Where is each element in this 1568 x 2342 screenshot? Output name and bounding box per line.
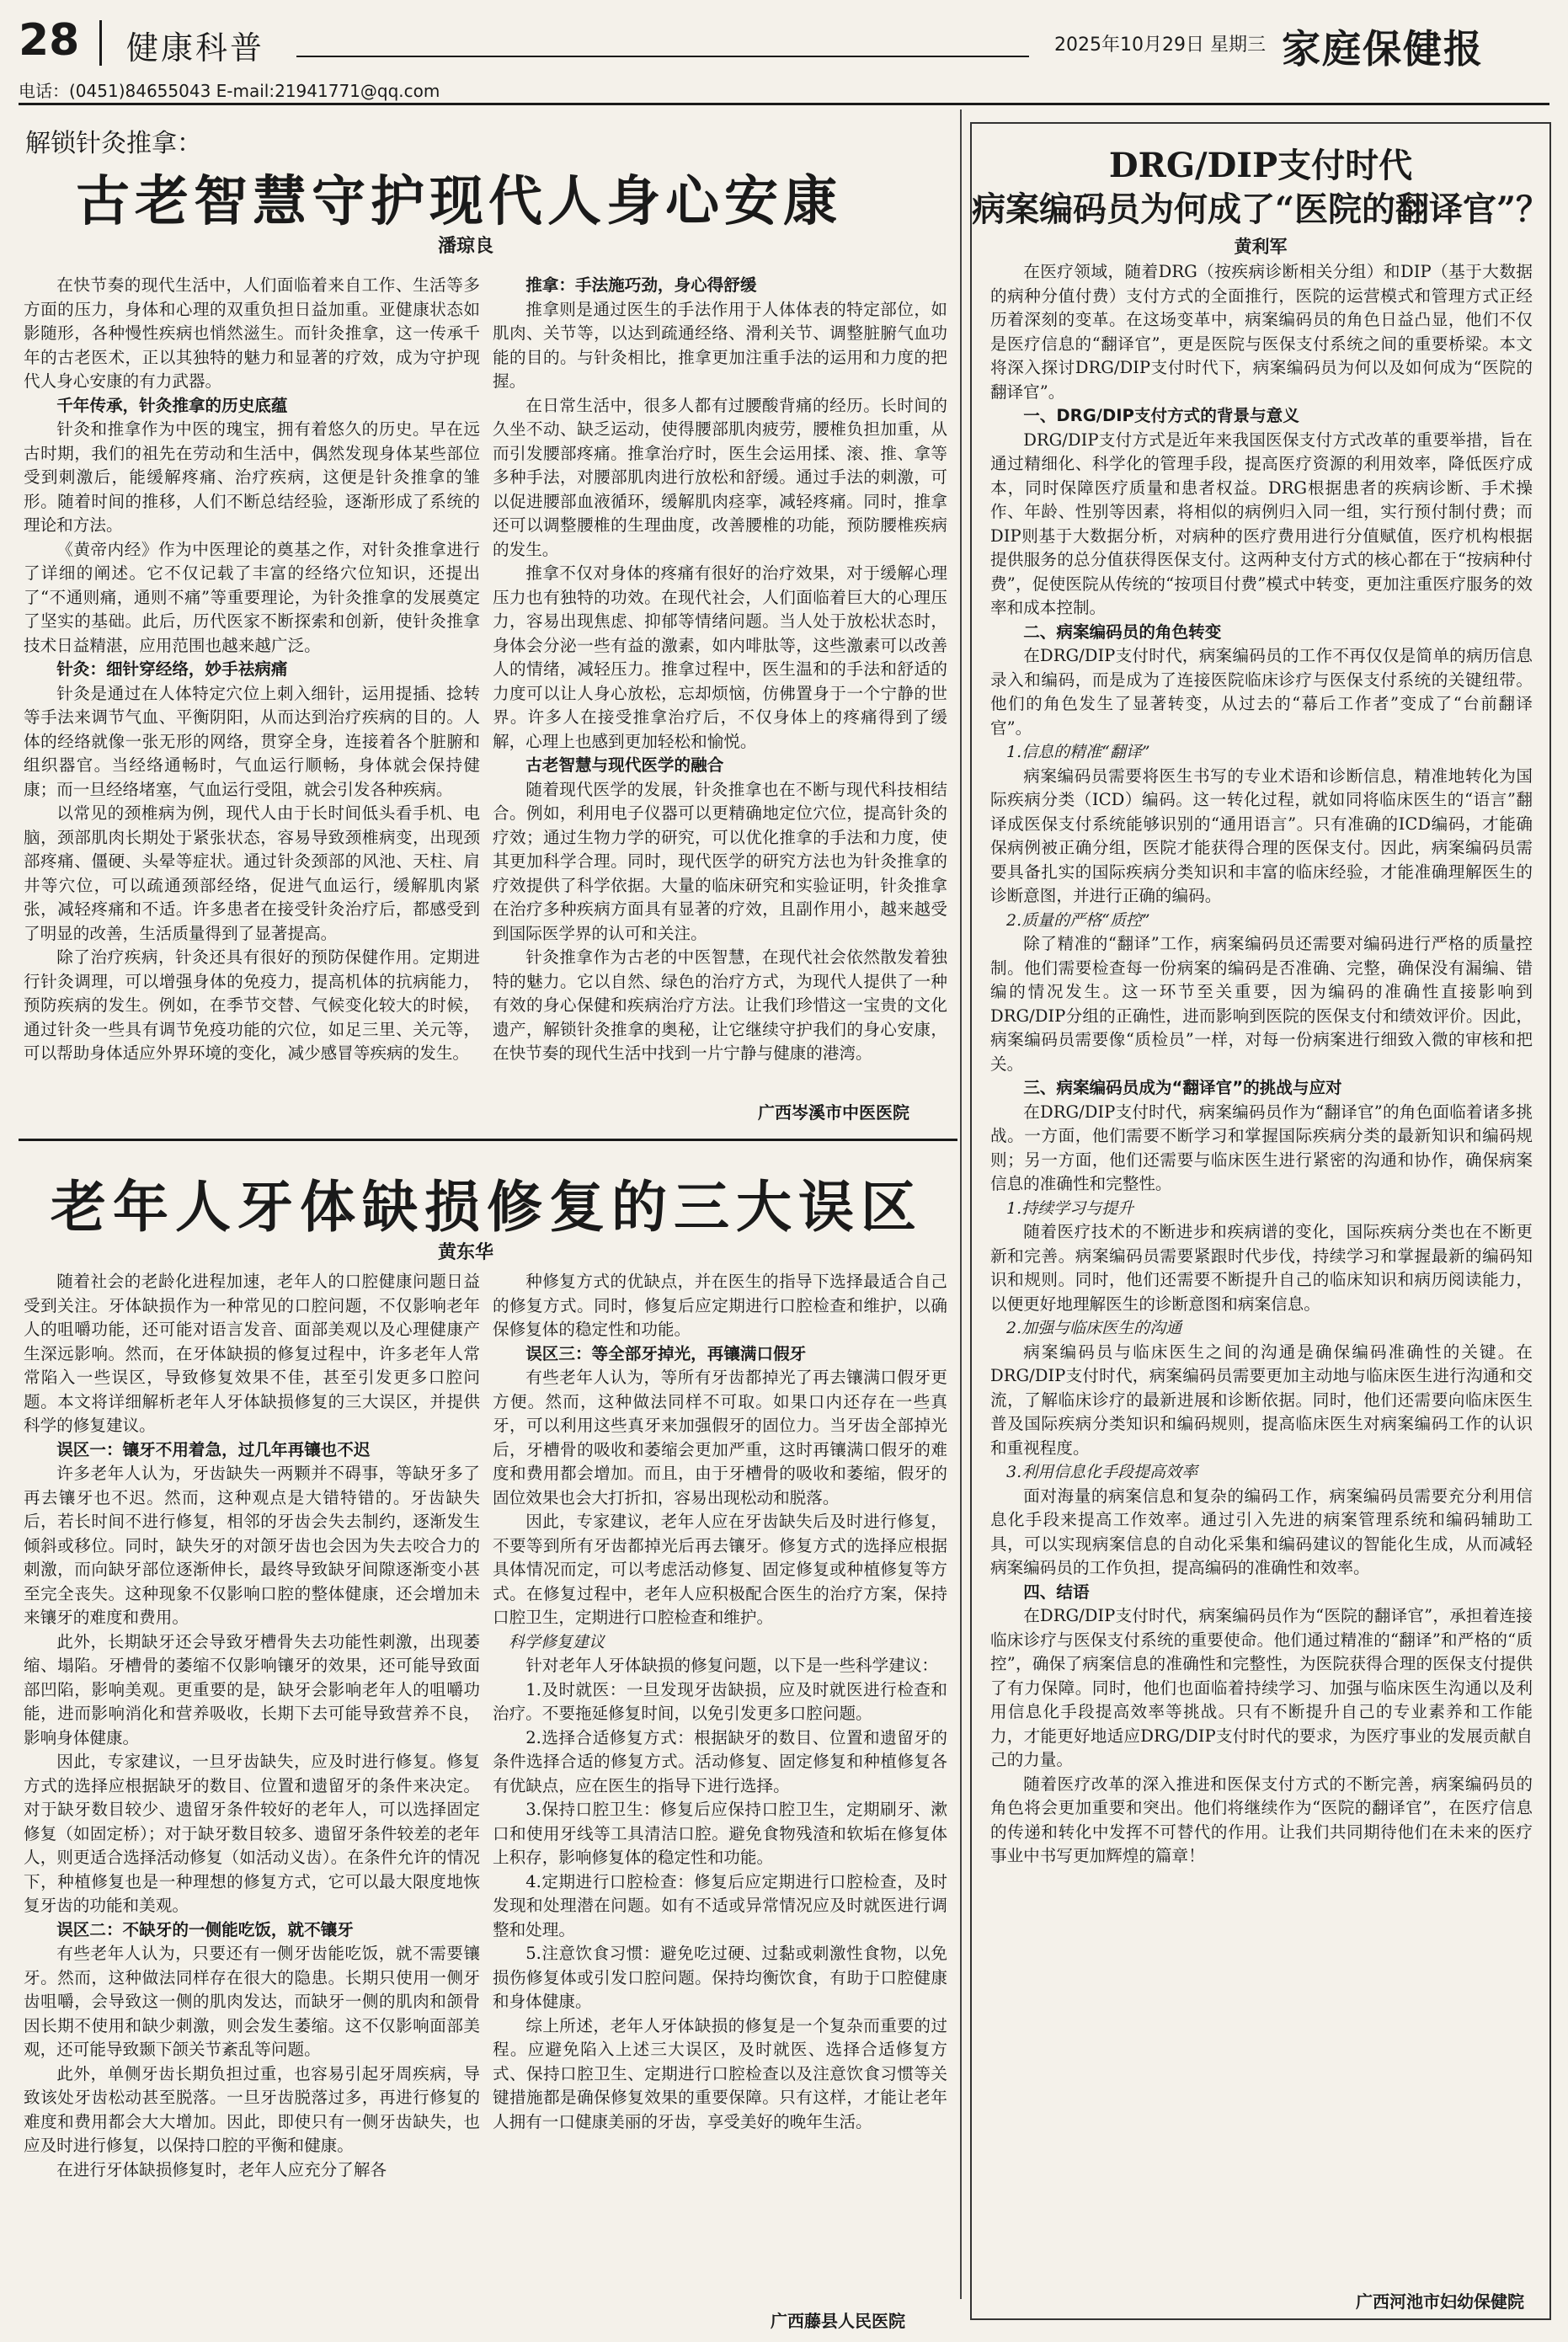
paragraph: 在医疗领域，随着DRG（按疾病诊断相关分组）和DIP（基于大数据的病种分值付费）支付方式的全面推行，医院的运营模式和管理方式正经历着深刻的变革。在这场变革中，病案编码员的角色日益凸显，他们不仅是医疗信息的“翻译官”，更是医院与医保支付系统之间的重要桥梁。本文将深入探讨DRG/DIP支付时代下，病案编码员为何以及如何成为“医院的翻译官”。 [990, 262, 1533, 402]
paragraph: 因此，专家建议，一旦牙齿缺失，应及时进行修复。修复方式的选择应根据缺牙的数目、位置和遗留牙的条件来决定。对于缺牙数目较少、遗留牙条件较好的老年人，可以选择固定修复（如固定桥）；对于缺牙数目较多、遗留牙条件较差的老年人，则更适合选择活动修复（如活动义齿）。在条件允许的情况下，种植修复也是一种理想的修复方式，它可以最大限度地恢复牙齿的功能和美观。 [24, 1752, 480, 1915]
article3-author: 黄利军 [1234, 237, 1288, 257]
paragraph: 4.定期进行口腔检查：修复后应定期进行口腔检查，及时发现和处理潜在问题。如有不适或异常情况应及时就医进行调整和处理。 [493, 1871, 947, 1939]
subheading: 误区二：不缺牙的一侧能吃饭，就不镶牙 [56, 1919, 354, 1939]
subheading: 误区三：等全部牙掉光，再镶满口假牙 [525, 1343, 807, 1363]
paragraph: 在日常生活中，很多人都有过腰酸背痛的经历。长时间的久坐不动、缺乏运动，使得腰部肌肉疲劳，腰椎负担加重，从而引发腰部疼痛。推拿治疗时，医生会运用揉、滚、推、拿等多种手法，对腰部肌肉进行放松和舒缓。通过手法的刺激，可以促进腰部血液循环，缓解肌肉痉挛，减轻疼痛。同时，推拿还可以调整腰椎的生理曲度，改善腰椎的功能，预防腰椎疾病的发生。 [493, 395, 947, 559]
subheading: 2.质量的严格“质控” [1006, 910, 1150, 930]
article1-author: 潘琼良 [438, 236, 494, 257]
article3-title-line1: DRG/DIP支付时代 [1108, 146, 1413, 185]
paragraph: 针灸和推拿作为中医的瑰宝，拥有着悠久的历史。早在远古时期，我们的祖先在劳动和生活中，偶然发现身体某些部位受到刺激后，能缓解疼痛、治疗疾病，这便是针灸推拿的雏形。随着时间的推移，人们不断总结经验，逐渐形成了系统的理论和方法。 [24, 419, 480, 535]
paragraph: 2.选择合适修复方式：根据缺牙的数目、位置和遗留牙的条件选择合适的修复方式。活动修复、固定修复和种植修复各有优缺点，应在医生的指导下进行选择。 [493, 1727, 947, 1795]
paragraph: 综上所述，老年人牙体缺损的修复是一个复杂而重要的过程。应避免陷入上述三大误区，及时就医、选择合适修复方式、保持口腔卫生、定期进行口腔检查以及注意饮食习惯等关键措施都是确保修复效果的重要保障。只有这样，才能让老年人拥有一口健康美丽的牙齿，享受美好的晚年生活。 [493, 2015, 947, 2131]
paragraph: 因此，专家建议，老年人应在牙齿缺失后及时进行修复，不要等到所有牙齿都掉光后再去镶牙。修复方式的选择应根据具体情况而定，可以考虑活动修复、固定修复或种植修复等方式。在修复过程中，老年人应积极配合医生的治疗方案，保持口腔卫生，定期进行口腔检查和维护。 [493, 1512, 947, 1627]
section-title: 健康科普 [126, 29, 265, 67]
subheading: 三、病案编码员成为“翻译官”的挑战与应对 [1023, 1078, 1342, 1097]
paragraph: 随着社会的老龄化进程加速，老年人的口腔健康问题日益受到关注。牙体缺损作为一种常见的口腔问题，不仅影响老年人的咀嚼功能，还可能对语言发音、面部美观以及心理健康产生深远影响。然而，在牙体缺损的修复过程中，许多老年人常常陷入一些误区，导致修复效果不佳，甚至引发更多口腔问题。本文将详细解析老年人牙体缺损修复的三大误区，并提供科学的修复建议。 [24, 1272, 480, 1435]
article2-column-1 [24, 1270, 480, 2335]
article1-title: 古老智慧守护现代人身心安康 [76, 170, 842, 233]
paragraph: 在DRG/DIP支付时代，病案编码员的工作不再仅仅是简单的病历信息录入和编码，而是成为了连接医院临床诊疗与医保支付系统的关键纽带。他们的角色发生了显著转变，从过去的“幕后工作者”变成了“台前翻译官”。 [990, 646, 1533, 738]
paragraph: 3.保持口腔卫生：修复后应保持口腔卫生，定期刷牙、漱口和使用牙线等工具清洁口腔。避免食物残渣和软垢在修复体上积存，影响修复体的稳定性和功能。 [493, 1800, 947, 1867]
paragraph: 随着现代医学的发展，针灸推拿也在不断与现代科技相结合。例如，利用电子仪器可以更精确地定位穴位，提高针灸的疗效；通过生物力学的研究，可以优化推拿的手法和力度，使其更加科学合理。同时，现代医学的研究方法也为针灸推拿的疗效提供了科学依据。大量的临床研究和实验证明，针灸推拿在治疗多种疾病方面具有显著的疗效，且副作用小，越来越受到国际医学界的认可和关注。 [493, 779, 947, 943]
paragraph: 面对海量的病案信息和复杂的编码工作，病案编码员需要充分利用信息化手段来提高工作效率。通过引入先进的病案管理系统和编码辅助工具，可以实现病案信息的自动化采集和编码建议的智能化生成，从而减轻病案编码员的工作负担，提高编码的准确性和效率。 [990, 1486, 1533, 1577]
article3-source: 广西河池市妇幼保健院 [1356, 2291, 1524, 2312]
paragraph: 随着医疗技术的不断进步和疾病谱的变化，国际疾病分类也在不断更新和完善。病案编码员需要紧跟时代步伐，持续学习和掌握最新的编码知识和规则。同时，他们还需要不断提升自己的临床知识和病历阅读能力，以便更好地理解医生的诊断意图和病案信息。 [990, 1222, 1533, 1314]
article3-box [970, 122, 1551, 2320]
subheading: 四、结语 [1023, 1582, 1090, 1602]
paragraph: 在快节奏的现代生活中，人们面临着来自工作、生活等多方面的压力，身体和心理的双重负担日益加重。亚健康状态如影随形，各种慢性疾病也悄然滋生。而针灸推拿，这一传承千年的古老医术，正以其独特的魅力和显著的疗效，成为守护现代人身心安康的有力武器。 [24, 275, 480, 391]
article1-column-2 [493, 274, 947, 1086]
subheading: 推拿：手法施巧劲，身心得舒缓 [525, 275, 757, 295]
article2-author: 黄东华 [438, 1242, 494, 1263]
paragraph: 有些老年人认为，等所有牙齿都掉光了再去镶满口假牙更方便。然而，这种做法同样不可取。如果口内还存在一些真牙，可以利用这些真牙来加强假牙的固位力。当牙齿全部掉光后，牙槽骨的吸收和萎缩会更加严重，这时再镶满口假牙的难度和费用都会增加。而且，由于牙槽骨的吸收和萎缩，假牙的固位效果也会大打折扣，容易出现松动和脱落。 [493, 1368, 947, 1507]
paragraph: 5.注意饮食习惯：避免吃过硬、过黏或刺激性食物，以免损伤修复体或引发口腔问题。保持均衡饮食，有助于口腔健康和身体健康。 [493, 1944, 947, 2011]
paragraph: 有些老年人认为，只要还有一侧牙齿能吃饭，就不需要镶牙。然而，这种做法同样存在很大的隐患。长期只使用一侧牙齿咀嚼，会导致这一侧的肌肉发达，而缺牙一侧的肌肉和颌骨因长期不使用和缺少刺激，则会发生萎缩。这不仅影响面部美观，还可能导致颞下颌关节紊乱等问题。 [24, 1944, 480, 2059]
paragraph: 病案编码员与临床医生之间的沟通是确保编码准确性的关键。在DRG/DIP支付时代，病案编码员需要更加主动地与临床医生进行沟通和交流，了解临床诊疗的最新进展和诊断依据。同时，他们还需要向临床医生普及国际疾病分类知识和编码规则，提高临床医生对病案编码工作的认识和重视程度。 [990, 1342, 1533, 1458]
article3-body [990, 260, 1533, 2269]
paragraph: DRG/DIP支付方式是近年来我国医保支付方式改革的重要举措，旨在通过精细化、科学化的管理手段，提高医疗资源的利用效率，降低医疗成本，同时保障医疗质量和患者权益。DRG根据患者的疾病诊断、手术操作、年龄、性别等因素，将相似的病例归入同一组，实行预付制付费；而DIP则基于大数据分析，对病种的医疗费用进行分值赋值，医疗机构根据提供服务的总分值获得医保支付。这两种支付方式的核心都在于“按病种付费”，促使医院从传统的“按项目付费”模式中转变，更加注重医疗服务的效率和成本控制。 [990, 429, 1533, 617]
paragraph: 许多老年人认为，牙齿缺失一两颗并不碍事，等缺牙多了再去镶牙也不迟。然而，这种观点是大错特错的。牙齿缺失后，若长时间不进行修复，相邻的牙齿会失去制约，逐渐发生倾斜或移位。同时，缺失牙的对颌牙齿也会因为失去咬合力的刺激，而向缺牙部位逐渐伸长，最终导致缺牙间隙逐渐变小甚至完全丧失。这种现象不仅影响口腔的整体健康，还会增加未来镶牙的难度和费用。 [24, 1464, 480, 1627]
paragraph: 此外，单侧牙齿长期负担过重，也容易引起牙周疾病，导致该处牙齿松动甚至脱落。一旦牙齿脱落过多，再进行修复的难度和费用都会大大增加。因此，即使只有一侧牙齿缺失，也应及时进行修复，以保持口腔的平衡和健康。 [24, 2063, 480, 2155]
subheading: 二、病案编码员的角色转变 [1023, 622, 1222, 642]
contact-info: 电话：(0451)84655043 E-mail:21941771@qq.com [19, 81, 440, 101]
paragraph: 针对老年人牙体缺损的修复问题，以下是一些科学建议： [525, 1656, 939, 1675]
masthead-rule [296, 56, 1029, 57]
paragraph: 推拿不仅对身体的疼痛有很好的治疗效果，对于缓解心理压力也有独特的功效。在现代社会，人们面临着巨大的心理压力，容易出现焦虑、抑郁等情绪问题。当人处于放松状态时，身体会分泌一些有益的激素，如内啡肽等，这些激素可以改善人的情绪，减轻压力。推拿过程中，医生温和的手法和舒适的力度可以让人身心放松，忘却烦恼，仿佛置身于一个宁静的世界。许多人在接受推拿治疗后，不仅身体上的疼痛得到了缓解，心理上也感到更加轻松和愉悦。 [493, 563, 947, 751]
article2-column-2 [493, 1270, 947, 2297]
paragraph: 在进行牙体缺损修复时，老年人应充分了解各 [56, 2159, 387, 2179]
top-rule [19, 103, 1549, 105]
article3-title-line2: 病案编码员为何成了“医院的翻译官”？ [972, 189, 1550, 229]
subheading: 针灸：细针穿经络，妙手祛病痛 [56, 659, 288, 679]
article1-column-1 [24, 274, 480, 1128]
paragraph: 除了治疗疾病，针灸还具有很好的预防保健作用。定期进行针灸调理，可以增强身体的免疫力，提高机体的抗病能力，预防疾病的发生。例如，在季节交替、气候变化较大的时候，通过针灸一些具有调节免疫功能的穴位，如足三里、关元等，可以帮助身体适应外界环境的变化，减少感冒等疾病的发生。 [24, 947, 480, 1063]
paragraph: 1.及时就医：一旦发现牙齿缺损，应及时就医进行检查和治疗。不要拖延修复时间，以免引发更多口腔问题。 [493, 1679, 947, 1723]
page-number: 28 [19, 15, 80, 66]
article1-kicker: 解锁针灸推拿： [25, 129, 202, 158]
subheading: 1.信息的精准“翻译” [1006, 743, 1150, 761]
masthead [19, 15, 1549, 74]
paragraph: 在DRG/DIP支付时代，病案编码员作为“翻译官”的角色面临着诸多挑战。一方面，他们需要不断学习和掌握国际疾病分类的最新知识和编码规则；另一方面，他们还需要与临床医生进行紧密的沟通和协作，确保病案信息的准确性和完整性。 [990, 1102, 1533, 1193]
column-divider [960, 109, 962, 2299]
paragraph: 以常见的颈椎病为例，现代人由于长时间低头看手机、电脑，颈部肌肉长期处于紧张状态，容易导致颈椎病变，出现颈部疼痛、僵硬、头晕等症状。通过针灸颈部的风池、天柱、肩井等穴位，可以疏通颈部经络，促进气血运行，缓解肌肉紧张，减轻疼痛和不适。许多患者在接受针灸治疗后，都感受到了明显的改善，生活质量得到了显著提高。 [24, 803, 480, 943]
paragraph: 病案编码员需要将医生书写的专业术语和诊断信息，精准地转化为国际疾病分类（ICD）编码。这一转化过程，就如同将临床医生的“语言”翻译成医保支付系统能够识别的“通用语言”。只有准确的ICD编码，才能确保病例被正确分组，医院才能获得合理的医保支付。因此，病案编码员需要具备扎实的国际疾病分类知识和丰富的临床经验，才能准确理解医生的诊断意图，并进行正确的编码。 [990, 766, 1533, 905]
subheading: 1.持续学习与提升 [1006, 1198, 1134, 1218]
paragraph: 推拿则是通过医生的手法作用于人体体表的特定部位，如肌肉、关节等，以达到疏通经络、滑利关节、调整脏腑气血功能的目的。与针灸相比，推拿更加注重手法的运用和力度的把握。 [493, 299, 947, 391]
issue-date: 2025年10月29日 星期三 [1054, 35, 1266, 56]
article2-title: 老年人牙体缺损修复的三大误区 [51, 1174, 923, 1240]
masthead-divider [99, 20, 102, 66]
paragraph: 随着医疗改革的深入推进和医保支付方式的不断完善，病案编码员的角色将会更加重要和突出。他们将继续作为“医院的翻译官”，在医疗信息的传递和转化中发挥不可替代的作用。让我们共同期待他们在未来的医疗事业中书写更加辉煌的篇章！ [990, 1774, 1533, 1865]
article2-source: 广西藤县人民医院 [771, 2311, 905, 2331]
paragraph: 针灸是通过在人体特定穴位上刺入细针，运用提插、捻转等手法来调节气血、平衡阴阳，从而达到治疗疾病的目的。人体的经络就像一张无形的网络，贯穿全身，连接着各个脏腑和组织器官。当经络通畅时，气血运行顺畅，身体就会保持健康；而一旦经络堵塞，气血运行受阻，就会引发各种疾病。 [24, 683, 480, 799]
subheading: 误区一：镶牙不用着急，过几年再镶也不迟 [56, 1439, 371, 1459]
paragraph: 此外，长期缺牙还会导致牙槽骨失去功能性刺激，出现萎缩、塌陷。牙槽骨的萎缩不仅影响镶牙的效果，还可能导致面部凹陷，影响美观。更重要的是，缺牙会影响老年人的咀嚼功能，进而影响消化和营养吸收，长期下去可能导致营养不良，影响身体健康。 [24, 1631, 480, 1747]
subheading: 古老智慧与现代医学的融合 [525, 755, 724, 775]
subheading: 千年传承，针灸推拿的历史底蕴 [56, 395, 288, 415]
paragraph: 在DRG/DIP支付时代，病案编码员作为“医院的翻译官”，承担着连接临床诊疗与医保支付系统的重要使命。他们通过精准的“翻译”和严格的“质控”，确保了病案信息的准确性和完整性，为医院获得合理的医保支付提供了有力保障。同时，他们也面临着持续学习、加强与临床医生沟通以及利用信息化手段提高效率等挑战。只有不断提升自己的专业素养和工作能力，才能更好地适应DRG/DIP支付时代的要求，为医疗事业的发展贡献自己的力量。 [990, 1606, 1533, 1769]
paragraph: 针灸推拿作为古老的中医智慧，在现代社会依然散发着独特的魅力。它以自然、绿色的治疗方式，为现代人提供了一种有效的身心保健和疾病治疗方法。让我们珍惜这一宝贵的文化遗产，解锁针灸推拿的奥秘，让它继续守护我们的身心安康，在快节奏的现代生活中找到一片宁静与健康的港湾。 [493, 947, 947, 1063]
paragraph: 种修复方式的优缺点，并在医生的指导下选择最适合自己的修复方式。同时，修复后应定期进行口腔检查和维护，以确保修复体的稳定性和功能。 [493, 1272, 947, 1339]
subheading: 一、DRG/DIP支付方式的背景与意义 [1023, 406, 1299, 425]
paragraph: 《黄帝内经》作为中医理论的奠基之作，对针灸推拿进行了详细的阐述。它不仅记载了丰富的经络穴位知识，还提出了“不通则痛，通则不痛”等重要理论，为针灸推拿的发展奠定了坚实的基础。此后，历代医家不断探索和创新，使针灸推拿技术日益精湛，应用范围也越来越广泛。 [24, 539, 480, 655]
subheading: 3.利用信息化手段提高效率 [1006, 1463, 1198, 1481]
section-rule [19, 1139, 957, 1141]
paragraph: 除了精准的“翻译”工作，病案编码员还需要对编码进行严格的质量控制。他们需要检查每一份病案的编码是否准确、完整，确保没有漏编、错编的情况发生。这一环节至关重要，因为编码的准确性直接影响到DRG/DIP分组的正确性，进而影响到医院的医保支付和绩效评价。因此，病案编码员需要像“质检员”一样，对每一份病案进行细致入微的审核和把关。 [990, 934, 1533, 1074]
subheading: 2.加强与临床医生的沟通 [1006, 1319, 1182, 1337]
subheading: 科学修复建议 [509, 1632, 605, 1651]
paper-name: 家庭保健报 [1282, 26, 1484, 72]
article1-source: 广西岑溪市中医医院 [758, 1102, 909, 1123]
